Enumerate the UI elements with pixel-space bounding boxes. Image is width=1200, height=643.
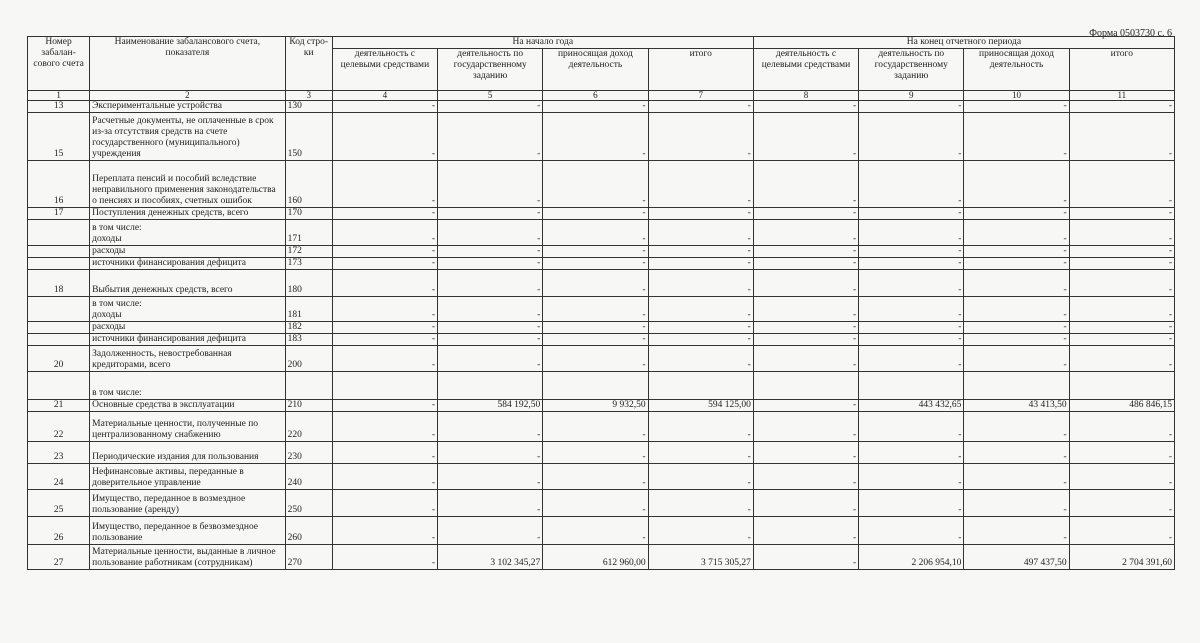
value-cell: - bbox=[859, 113, 964, 161]
value-cell: - bbox=[543, 322, 648, 334]
value-cell: - bbox=[753, 208, 858, 220]
table-row bbox=[28, 464, 1175, 490]
value-cell: - bbox=[859, 220, 964, 246]
value-cell: - bbox=[1069, 412, 1174, 442]
line-code: 200 bbox=[285, 346, 332, 372]
indicator-name: в том числе: bbox=[90, 372, 286, 400]
indicator-name: Поступления денежных средств, всего bbox=[90, 208, 286, 220]
value-cell: - bbox=[753, 517, 858, 545]
value-cell: - bbox=[964, 208, 1069, 220]
value-cell: - bbox=[859, 101, 964, 113]
header-col-7: итого bbox=[648, 49, 753, 91]
value-cell: - bbox=[964, 322, 1069, 334]
account-number bbox=[28, 322, 90, 334]
value-cell: - bbox=[438, 346, 543, 372]
header-col-10: приносящая доход деятельность bbox=[964, 49, 1069, 91]
value-cell: 2 704 391,60 bbox=[1069, 545, 1174, 570]
line-code: 260 bbox=[285, 517, 332, 545]
value-cell: - bbox=[648, 246, 753, 258]
value-cell: - bbox=[964, 297, 1069, 322]
value-cell: - bbox=[859, 464, 964, 490]
column-index: 11 bbox=[1069, 91, 1174, 101]
value-cell: - bbox=[648, 220, 753, 246]
column-index: 3 bbox=[285, 91, 332, 101]
account-number: 18 bbox=[28, 270, 90, 297]
column-index: 8 bbox=[753, 91, 858, 101]
table-row bbox=[28, 113, 1175, 161]
value-cell: - bbox=[438, 322, 543, 334]
value-cell: - bbox=[1069, 101, 1174, 113]
value-cell bbox=[964, 372, 1069, 400]
table-row bbox=[28, 258, 1175, 270]
value-cell: - bbox=[438, 442, 543, 464]
value-cell: - bbox=[648, 412, 753, 442]
value-cell: - bbox=[648, 161, 753, 208]
value-cell: - bbox=[1069, 334, 1174, 346]
value-cell: - bbox=[859, 346, 964, 372]
value-cell: - bbox=[753, 464, 858, 490]
value-cell: - bbox=[1069, 346, 1174, 372]
value-cell: 497 437,50 bbox=[964, 545, 1069, 570]
value-cell: - bbox=[1069, 464, 1174, 490]
column-index: 4 bbox=[332, 91, 437, 101]
value-cell: - bbox=[859, 334, 964, 346]
value-cell: - bbox=[543, 113, 648, 161]
line-code: 182 bbox=[285, 322, 332, 334]
value-cell bbox=[753, 372, 858, 400]
value-cell: - bbox=[964, 258, 1069, 270]
value-cell: - bbox=[543, 464, 648, 490]
value-cell: - bbox=[648, 517, 753, 545]
value-cell: - bbox=[332, 101, 437, 113]
value-cell: - bbox=[1069, 322, 1174, 334]
value-cell: 612 960,00 bbox=[543, 545, 648, 570]
table-row bbox=[28, 346, 1175, 372]
value-cell: - bbox=[753, 322, 858, 334]
line-code: 240 bbox=[285, 464, 332, 490]
account-number bbox=[28, 372, 90, 400]
value-cell bbox=[543, 372, 648, 400]
value-cell: - bbox=[648, 490, 753, 517]
account-number: 21 bbox=[28, 400, 90, 412]
table-body bbox=[28, 101, 1175, 570]
value-cell: - bbox=[332, 334, 437, 346]
value-cell: - bbox=[964, 220, 1069, 246]
value-cell: 584 192,50 bbox=[438, 400, 543, 412]
header-col-11: итого bbox=[1069, 49, 1174, 91]
table-row bbox=[28, 412, 1175, 442]
line-code: 183 bbox=[285, 334, 332, 346]
value-cell: - bbox=[332, 220, 437, 246]
value-cell: - bbox=[332, 113, 437, 161]
header-end-of-period: На конец отчетного периода bbox=[753, 37, 1174, 49]
line-code: 170 bbox=[285, 208, 332, 220]
table-row bbox=[28, 161, 1175, 208]
indicator-name: Материальные ценности, выданные в личное пользование работникам (сотрудникам) bbox=[90, 545, 286, 570]
value-cell: - bbox=[332, 208, 437, 220]
header-col-9: деятельность по государственному заданию bbox=[859, 49, 964, 91]
value-cell: - bbox=[543, 161, 648, 208]
value-cell: - bbox=[859, 246, 964, 258]
value-cell: - bbox=[438, 517, 543, 545]
value-cell: - bbox=[332, 400, 437, 412]
account-number: 20 bbox=[28, 346, 90, 372]
value-cell: - bbox=[438, 246, 543, 258]
line-code: 172 bbox=[285, 246, 332, 258]
value-cell: - bbox=[438, 297, 543, 322]
value-cell: - bbox=[859, 442, 964, 464]
header-line-code: Код стро-ки bbox=[285, 37, 332, 91]
account-number: 25 bbox=[28, 490, 90, 517]
column-index-row bbox=[28, 91, 1175, 101]
value-cell: - bbox=[648, 270, 753, 297]
value-cell: - bbox=[543, 208, 648, 220]
indicator-name: Нефинансовые активы, переданные в доверительное управление bbox=[90, 464, 286, 490]
value-cell: - bbox=[1069, 297, 1174, 322]
indicator-name: расходы bbox=[90, 322, 286, 334]
line-code: 160 bbox=[285, 161, 332, 208]
header-col-8: деятельность с целевыми средствами bbox=[753, 49, 858, 91]
indicator-name: Основные средства в эксплуатации bbox=[90, 400, 286, 412]
value-cell bbox=[1069, 372, 1174, 400]
line-code: 230 bbox=[285, 442, 332, 464]
value-cell: 43 413,50 bbox=[964, 400, 1069, 412]
value-cell: - bbox=[753, 346, 858, 372]
value-cell: - bbox=[332, 442, 437, 464]
value-cell: 3 715 305,27 bbox=[648, 545, 753, 570]
value-cell: - bbox=[543, 490, 648, 517]
account-number: 13 bbox=[28, 101, 90, 113]
value-cell: - bbox=[543, 334, 648, 346]
line-code: 130 bbox=[285, 101, 332, 113]
table-row bbox=[28, 297, 1175, 322]
table-row bbox=[28, 442, 1175, 464]
table-row bbox=[28, 372, 1175, 400]
indicator-name: источники финансирования дефицита bbox=[90, 334, 286, 346]
account-number bbox=[28, 220, 90, 246]
line-code: 181 bbox=[285, 297, 332, 322]
table-row bbox=[28, 101, 1175, 113]
table-row bbox=[28, 490, 1175, 517]
value-cell: - bbox=[332, 246, 437, 258]
value-cell: - bbox=[438, 464, 543, 490]
value-cell bbox=[438, 372, 543, 400]
value-cell: - bbox=[753, 545, 858, 570]
value-cell: - bbox=[859, 490, 964, 517]
value-cell: - bbox=[332, 464, 437, 490]
value-cell: - bbox=[332, 322, 437, 334]
value-cell: - bbox=[859, 412, 964, 442]
line-code bbox=[285, 372, 332, 400]
column-index: 10 bbox=[964, 91, 1069, 101]
column-index: 2 bbox=[90, 91, 286, 101]
account-number: 22 bbox=[28, 412, 90, 442]
value-cell: - bbox=[964, 490, 1069, 517]
table-header bbox=[28, 37, 1175, 101]
indicator-name: Экспериментальные устройства bbox=[90, 101, 286, 113]
value-cell: - bbox=[543, 220, 648, 246]
account-number bbox=[28, 246, 90, 258]
account-number: 26 bbox=[28, 517, 90, 545]
header-account-name: Наименование забалансового счета, показателя bbox=[90, 37, 286, 91]
value-cell: - bbox=[332, 161, 437, 208]
header-col-6: приносящая доход деятельность bbox=[543, 49, 648, 91]
indicator-name: в том числе: доходы bbox=[90, 297, 286, 322]
table-row bbox=[28, 400, 1175, 412]
value-cell: - bbox=[753, 113, 858, 161]
value-cell: - bbox=[859, 258, 964, 270]
value-cell: - bbox=[753, 297, 858, 322]
value-cell: - bbox=[753, 270, 858, 297]
indicator-name: Периодические издания для пользования bbox=[90, 442, 286, 464]
value-cell: - bbox=[332, 412, 437, 442]
value-cell: - bbox=[753, 258, 858, 270]
header-col-4: деятельность с целевыми средствами bbox=[332, 49, 437, 91]
value-cell: - bbox=[543, 258, 648, 270]
indicator-name: Имущество, переданное в возмездное пользование (аренду) bbox=[90, 490, 286, 517]
table-row bbox=[28, 270, 1175, 297]
table-row bbox=[28, 208, 1175, 220]
value-cell: - bbox=[964, 346, 1069, 372]
value-cell: - bbox=[859, 208, 964, 220]
value-cell: 594 125,00 bbox=[648, 400, 753, 412]
value-cell: - bbox=[438, 220, 543, 246]
value-cell: - bbox=[1069, 490, 1174, 517]
value-cell: - bbox=[964, 412, 1069, 442]
value-cell: - bbox=[753, 334, 858, 346]
value-cell: - bbox=[332, 517, 437, 545]
value-cell: 2 206 954,10 bbox=[859, 545, 964, 570]
value-cell: - bbox=[859, 517, 964, 545]
table-row bbox=[28, 322, 1175, 334]
value-cell: 443 432,65 bbox=[859, 400, 964, 412]
value-cell: - bbox=[1069, 113, 1174, 161]
value-cell: - bbox=[543, 246, 648, 258]
value-cell: - bbox=[543, 297, 648, 322]
value-cell: - bbox=[859, 270, 964, 297]
value-cell bbox=[648, 372, 753, 400]
value-cell: - bbox=[438, 208, 543, 220]
account-number: 17 bbox=[28, 208, 90, 220]
account-number: 24 bbox=[28, 464, 90, 490]
account-number bbox=[28, 297, 90, 322]
value-cell: - bbox=[543, 346, 648, 372]
value-cell: - bbox=[1069, 208, 1174, 220]
table-row bbox=[28, 517, 1175, 545]
value-cell: 3 102 345,27 bbox=[438, 545, 543, 570]
value-cell: - bbox=[1069, 161, 1174, 208]
table-row bbox=[28, 220, 1175, 246]
value-cell: - bbox=[332, 270, 437, 297]
value-cell: - bbox=[438, 161, 543, 208]
value-cell: - bbox=[1069, 517, 1174, 545]
table-row bbox=[28, 246, 1175, 258]
value-cell: - bbox=[543, 442, 648, 464]
account-number: 15 bbox=[28, 113, 90, 161]
value-cell: 486 846,15 bbox=[1069, 400, 1174, 412]
value-cell: - bbox=[753, 101, 858, 113]
line-code: 150 bbox=[285, 113, 332, 161]
column-index: 7 bbox=[648, 91, 753, 101]
value-cell: - bbox=[753, 220, 858, 246]
value-cell: - bbox=[964, 270, 1069, 297]
value-cell: - bbox=[332, 346, 437, 372]
value-cell: - bbox=[438, 101, 543, 113]
column-index: 5 bbox=[438, 91, 543, 101]
value-cell: - bbox=[543, 517, 648, 545]
value-cell: - bbox=[648, 464, 753, 490]
value-cell: - bbox=[1069, 220, 1174, 246]
value-cell: - bbox=[964, 334, 1069, 346]
table-row bbox=[28, 545, 1175, 570]
value-cell: - bbox=[648, 322, 753, 334]
value-cell: - bbox=[753, 490, 858, 517]
header-account-number: Номер забалан-сового счета bbox=[28, 37, 90, 91]
value-cell: - bbox=[648, 346, 753, 372]
value-cell: - bbox=[964, 161, 1069, 208]
value-cell bbox=[859, 372, 964, 400]
value-cell: - bbox=[438, 334, 543, 346]
value-cell: - bbox=[1069, 270, 1174, 297]
value-cell: - bbox=[438, 113, 543, 161]
account-number: 16 bbox=[28, 161, 90, 208]
form-code-label: Форма 0503730 с. 6 bbox=[1089, 28, 1172, 39]
value-cell: - bbox=[543, 101, 648, 113]
indicator-name: Расчетные документы, не оплаченные в срок из-за отсутствия средств на счете государственного (муниципального) учреждения bbox=[90, 113, 286, 161]
line-code: 270 bbox=[285, 545, 332, 570]
value-cell: - bbox=[648, 442, 753, 464]
account-number: 23 bbox=[28, 442, 90, 464]
value-cell: - bbox=[438, 412, 543, 442]
header-start-of-year: На начало года bbox=[332, 37, 753, 49]
column-index: 9 bbox=[859, 91, 964, 101]
line-code: 171 bbox=[285, 220, 332, 246]
indicator-name: Задолженность, невостребованная кредиторами, всего bbox=[90, 346, 286, 372]
value-cell: - bbox=[964, 464, 1069, 490]
value-cell: - bbox=[332, 490, 437, 517]
value-cell: - bbox=[648, 208, 753, 220]
value-cell: - bbox=[648, 113, 753, 161]
value-cell: - bbox=[753, 412, 858, 442]
value-cell: - bbox=[438, 270, 543, 297]
value-cell: - bbox=[543, 270, 648, 297]
indicator-name: Имущество, переданное в безвозмездное пользование bbox=[90, 517, 286, 545]
value-cell: - bbox=[438, 490, 543, 517]
indicator-name: источники финансирования дефицита bbox=[90, 258, 286, 270]
indicator-name: Выбытия денежных средств, всего bbox=[90, 270, 286, 297]
column-index: 1 bbox=[28, 91, 90, 101]
value-cell: - bbox=[859, 297, 964, 322]
indicator-name: в том числе: доходы bbox=[90, 220, 286, 246]
value-cell: - bbox=[332, 258, 437, 270]
value-cell: - bbox=[753, 400, 858, 412]
value-cell: - bbox=[859, 322, 964, 334]
line-code: 210 bbox=[285, 400, 332, 412]
value-cell: - bbox=[964, 517, 1069, 545]
column-index: 6 bbox=[543, 91, 648, 101]
indicator-name: Материальные ценности, полученные по централизованному снабжению bbox=[90, 412, 286, 442]
value-cell: - bbox=[543, 412, 648, 442]
value-cell: - bbox=[964, 246, 1069, 258]
value-cell: - bbox=[964, 113, 1069, 161]
value-cell: - bbox=[964, 442, 1069, 464]
line-code: 250 bbox=[285, 490, 332, 517]
value-cell: - bbox=[648, 334, 753, 346]
indicator-name: Переплата пенсий и пособий вследствие неправильного применения законодательства о пенсиях и пособиях, счетных ошибок bbox=[90, 161, 286, 208]
table-row bbox=[28, 334, 1175, 346]
value-cell: - bbox=[1069, 442, 1174, 464]
indicator-name: расходы bbox=[90, 246, 286, 258]
value-cell: - bbox=[438, 258, 543, 270]
account-number: 27 bbox=[28, 545, 90, 570]
value-cell: - bbox=[859, 161, 964, 208]
value-cell: - bbox=[753, 246, 858, 258]
value-cell: - bbox=[648, 258, 753, 270]
line-code: 180 bbox=[285, 270, 332, 297]
value-cell: - bbox=[1069, 258, 1174, 270]
value-cell bbox=[332, 372, 437, 400]
value-cell: - bbox=[648, 101, 753, 113]
value-cell: - bbox=[753, 161, 858, 208]
value-cell: - bbox=[332, 545, 437, 570]
offbalance-accounts-table bbox=[27, 36, 1175, 570]
line-code: 173 bbox=[285, 258, 332, 270]
value-cell: - bbox=[648, 297, 753, 322]
header-col-5: деятельность по государственному заданию bbox=[438, 49, 543, 91]
line-code: 220 bbox=[285, 412, 332, 442]
value-cell: - bbox=[1069, 246, 1174, 258]
value-cell: - bbox=[964, 101, 1069, 113]
value-cell: 9 932,50 bbox=[543, 400, 648, 412]
account-number bbox=[28, 258, 90, 270]
account-number bbox=[28, 334, 90, 346]
value-cell: - bbox=[753, 442, 858, 464]
value-cell: - bbox=[332, 297, 437, 322]
